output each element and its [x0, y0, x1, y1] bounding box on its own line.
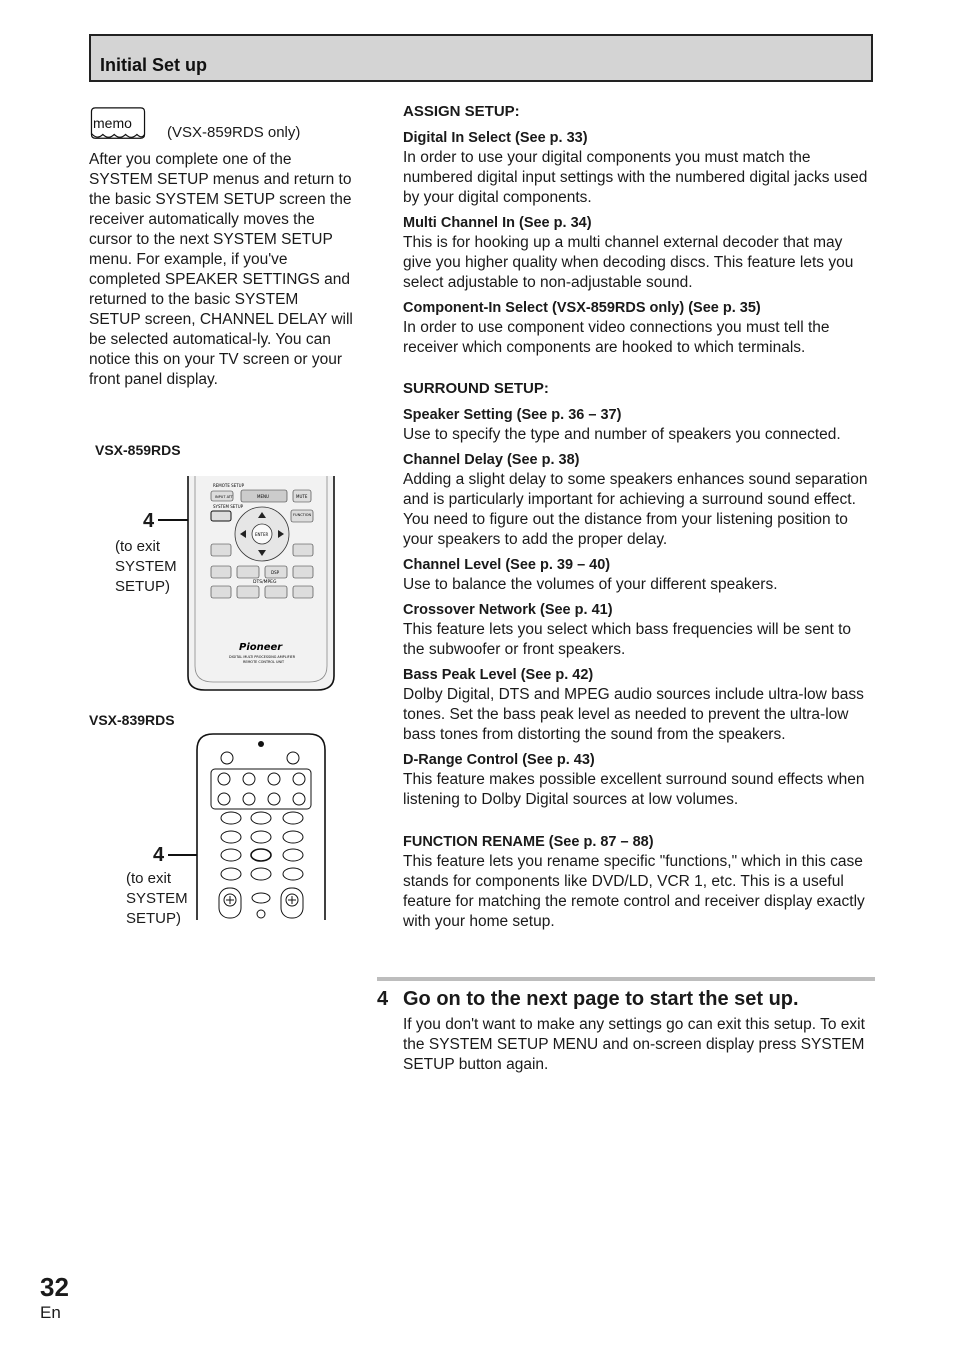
- item-body: Adding a slight delay to some speakers enhances sound separation and is particularly important for achieving a surround sound effect. You need to figure out the distance from your listening position to your speakers to add the proper delay.: [403, 471, 868, 548]
- remote-setup-label: REMOTE SETUP: [213, 483, 244, 488]
- exit-note-vsx859: (to exit SYSTEM SETUP): [115, 538, 177, 595]
- item-heading: Channel Delay (See p. 38): [403, 452, 580, 468]
- remote-button: [237, 586, 259, 598]
- remote-button: [211, 586, 231, 598]
- item-body: This feature makes possible excellent surround sound effects when listening to Dolby Digital sources at low volumes.: [403, 771, 865, 808]
- remote-caption-2: REMOTE CONTROL UNIT: [243, 660, 285, 664]
- enter-label: ENTER: [255, 532, 269, 537]
- system-setup-label: SYSTEM SETUP: [213, 504, 244, 509]
- led-indicator: [258, 741, 264, 747]
- assign-item: [403, 298, 875, 358]
- figure-step-number: 4: [153, 844, 165, 866]
- surround-item: [403, 665, 875, 745]
- item-body: In order to use component video connections you must tell the receiver which components are hooked to which terminals.: [403, 319, 830, 356]
- step-title: Go on to the next page to start the set up.: [403, 988, 799, 1010]
- item-body: Use to balance the volumes of your different speakers.: [403, 576, 778, 593]
- surround-setup-title: SURROUND SETUP:: [403, 380, 549, 397]
- remote-button: [293, 566, 313, 578]
- input-att-label: INPUT ATT: [215, 495, 233, 499]
- page-number: 32: [40, 1272, 69, 1302]
- remote-button: [211, 566, 231, 578]
- step-number: 4: [377, 988, 389, 1010]
- dsp-label: DSP: [271, 570, 280, 575]
- item-body: Use to specify the type and number of speakers you connected.: [403, 426, 841, 443]
- figure-step-number: 4: [143, 510, 155, 532]
- surround-item: [403, 405, 875, 445]
- figure-label-vsx859: VSX-859RDS: [95, 442, 181, 458]
- menu-label: MENU: [257, 494, 269, 499]
- surround-item: [403, 600, 875, 660]
- section-title: Initial Set up: [100, 55, 208, 75]
- item-body: Dolby Digital, DTS and MPEG audio sources include ultra-low bass tones. Set the bass peak level as needed to prevent the ultra-low bass tones from distorting the sound from the speakers.: [403, 686, 864, 743]
- system-setup-button: [211, 511, 231, 521]
- item-body: This is for hooking up a multi channel external decoder that may give you higher quality when decoding discs. This feature lets you select adjustable to non-adjustable sound.: [403, 234, 854, 291]
- function-label: FUNCTION: [293, 513, 312, 517]
- mute-label: MUTE: [296, 494, 308, 499]
- brand-logo: Pioneer: [239, 642, 283, 653]
- item-heading: Multi Channel In (See p. 34): [403, 215, 592, 231]
- setup-descriptions: [403, 103, 875, 937]
- item-body: In order to use your digital components you must match the numbered digital input settings with the numbered digital jacks used by your digital components.: [403, 149, 868, 206]
- figure-label-vsx839: VSX-839RDS: [89, 712, 175, 728]
- assign-setup-title: ASSIGN SETUP:: [403, 103, 520, 120]
- remote-button: [265, 586, 287, 598]
- assign-item: [403, 128, 875, 208]
- function-rename-heading: FUNCTION RENAME (See p. 87 – 88): [403, 834, 654, 850]
- item-heading: D-Range Control (See p. 43): [403, 752, 595, 768]
- item-heading: Crossover Network (See p. 41): [403, 602, 613, 618]
- item-heading: Digital In Select (See p. 33): [403, 130, 588, 146]
- assign-item: [403, 213, 875, 293]
- page-language: En: [40, 1303, 61, 1322]
- item-heading: Component-In Select (VSX-859RDS only) (See p. 35): [403, 300, 761, 316]
- function-rename-body: This feature lets you rename specific "functions," which in this case stands for components like DVD/LD, VCR 1, etc. This is a useful feature for matching the remote control and receiver display exactly with your home setup.: [403, 853, 865, 930]
- memo-badge-text: memo: [93, 115, 132, 131]
- surround-item: [403, 555, 875, 595]
- function-rename-item: [403, 832, 875, 932]
- item-heading: Channel Level (See p. 39 – 40): [403, 557, 611, 573]
- surround-item: [403, 450, 875, 550]
- item-heading: Speaker Setting (See p. 36 – 37): [403, 407, 622, 423]
- remote-button: [293, 586, 313, 598]
- divider: [377, 977, 875, 981]
- surround-item: [403, 750, 875, 810]
- remote-caption-1: DIGITAL MULTI PROCESSING AMPLIFIER: [229, 655, 296, 659]
- system-setup-button: [251, 849, 271, 861]
- step-body: If you don't want to make any settings go can exit this setup. To exit the SYSTEM SETUP MENU and on-screen display press SYSTEM SETUP button again.: [403, 1016, 865, 1073]
- remote-button: [237, 566, 259, 578]
- item-heading: Bass Peak Level (See p. 42): [403, 667, 594, 683]
- section-header-bar: [89, 34, 873, 82]
- remote-button: [211, 544, 231, 556]
- memo-body: After you complete one of the SYSTEM SETUP menus and return to the basic SYSTEM SETUP screen the receiver automatically moves the cursor to the next SYSTEM SETUP menu. For example, if you've completed SPEAKER SETTINGS and returned to the basic SYSTEM SETUP screen, CHANNEL DELAY will be selected automatical-ly. You can notice this on your TV screen or your front panel display.: [89, 151, 353, 388]
- remote-button: [293, 544, 313, 556]
- memo-section: [89, 106, 354, 390]
- item-body: This feature lets you select which bass frequencies will be sent to the subwoofer or front speakers.: [403, 621, 852, 658]
- remote-vsx859-illustration: [185, 476, 337, 692]
- remote-vsx839-illustration: [195, 732, 327, 920]
- exit-note-vsx839: (to exit SYSTEM SETUP): [126, 870, 188, 927]
- memo-model-note: (VSX-859RDS only): [167, 124, 301, 141]
- dts-mpeg-label: DTS/MPEG: [253, 580, 277, 585]
